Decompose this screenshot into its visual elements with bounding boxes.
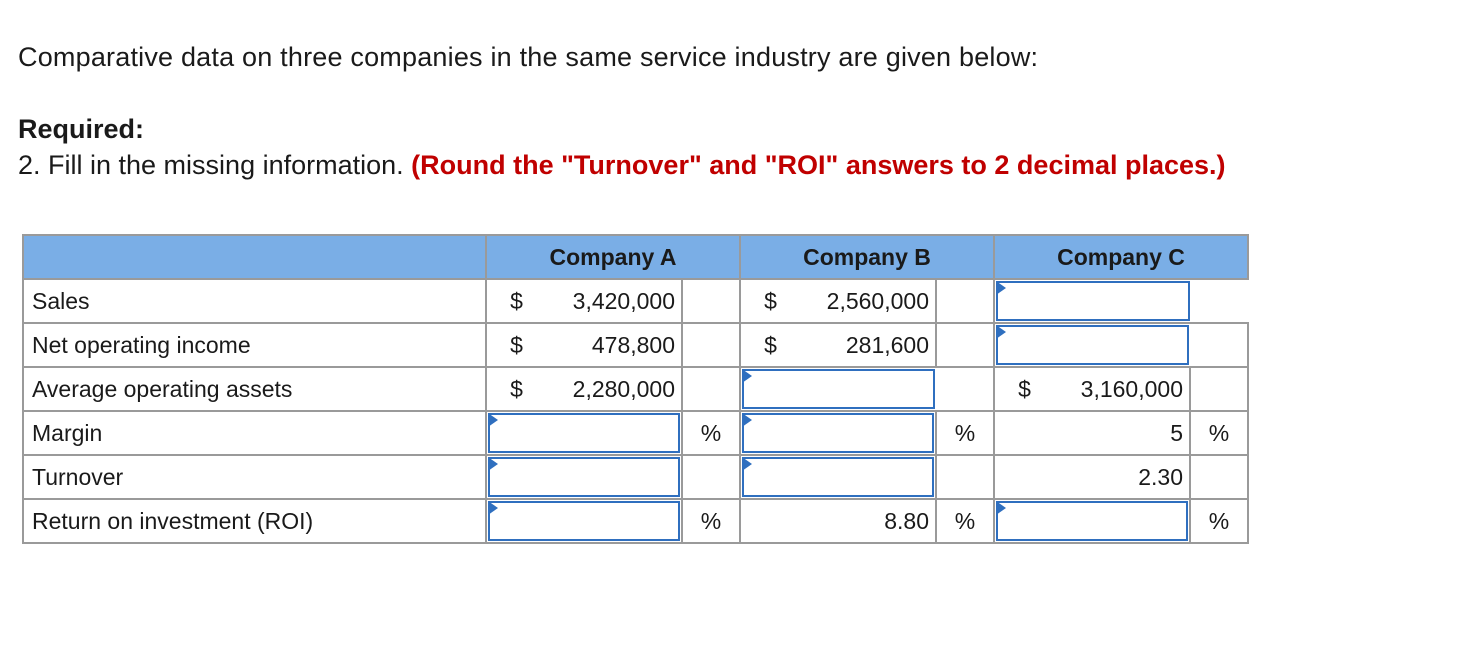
intro-text: Comparative data on three companies in the same service industry are given below:: [18, 42, 1039, 72]
row-label: Sales: [23, 279, 486, 323]
comparison-table: [22, 234, 1249, 544]
currency-sign: $: [486, 367, 546, 411]
value-cell: 2,560,000: [800, 279, 936, 323]
table-row: [23, 411, 1248, 455]
turnover-company-b-input[interactable]: [742, 457, 934, 497]
table-row: [23, 367, 1248, 411]
margin-b-cell: [740, 411, 936, 455]
sales-c-cell: [994, 279, 1248, 323]
unit-cell: %: [682, 411, 740, 455]
table-row: [23, 279, 1248, 323]
unit-cell: %: [1190, 411, 1248, 455]
required-instruction: [18, 150, 1226, 181]
turnover-company-a-input[interactable]: [488, 457, 680, 497]
header-blank: [23, 235, 486, 279]
table-row: [23, 323, 1248, 367]
answer-flag-icon: [488, 413, 498, 427]
roi-company-c-input[interactable]: [996, 501, 1188, 541]
table-row: [23, 455, 1248, 499]
turnover-a-cell: [486, 455, 682, 499]
unit-cell: %: [936, 411, 994, 455]
value-cell: 5: [994, 411, 1190, 455]
value-cell: 281,600: [800, 323, 936, 367]
unit-cell: [682, 367, 740, 411]
header-company-b: Company B: [740, 235, 994, 279]
value-cell: 478,800: [546, 323, 682, 367]
currency-sign: $: [740, 279, 800, 323]
unit-cell: [682, 455, 740, 499]
value-cell: 2.30: [994, 455, 1190, 499]
roi-a-cell: [486, 499, 682, 543]
unit-cell: [1190, 455, 1248, 499]
value-cell: 2,280,000: [546, 367, 682, 411]
unit-cell: %: [682, 499, 740, 543]
value-cell: 8.80: [740, 499, 936, 543]
unit-cell: [936, 279, 994, 323]
answer-flag-icon: [488, 457, 498, 471]
header-company-c: Company C: [994, 235, 1248, 279]
currency-sign: $: [486, 279, 546, 323]
required-heading: Required:: [18, 114, 145, 144]
unit-cell: [682, 279, 740, 323]
sales-company-c-input[interactable]: [996, 281, 1190, 321]
row-label: Margin: [23, 411, 486, 455]
unit-cell: [682, 323, 740, 367]
row-label: Turnover: [23, 455, 486, 499]
assets-b-cell: [740, 367, 994, 411]
row-label: Average operating assets: [23, 367, 486, 411]
header-company-a: Company A: [486, 235, 740, 279]
instruction-text: 2. Fill in the missing information.: [18, 150, 404, 180]
margin-company-a-input[interactable]: [488, 413, 680, 453]
answer-flag-icon: [742, 369, 752, 383]
unit-cell: [936, 323, 994, 367]
turnover-b-cell: [740, 455, 936, 499]
roi-c-cell: [994, 499, 1190, 543]
assets-company-b-input[interactable]: [742, 369, 935, 409]
value-cell: 3,160,000: [1054, 367, 1190, 411]
margin-a-cell: [486, 411, 682, 455]
currency-sign: $: [740, 323, 800, 367]
roi-company-a-input[interactable]: [488, 501, 680, 541]
answer-flag-icon: [742, 457, 752, 471]
currency-sign: $: [486, 323, 546, 367]
answer-flag-icon: [742, 413, 752, 427]
unit-cell: [1190, 367, 1248, 411]
row-label: Return on investment (ROI): [23, 499, 486, 543]
margin-company-b-input[interactable]: [742, 413, 934, 453]
unit-cell: %: [1190, 499, 1248, 543]
answer-flag-icon: [996, 281, 1006, 295]
noi-c-cell: [994, 323, 1248, 367]
table-row: [23, 499, 1248, 543]
currency-sign: $: [994, 367, 1054, 411]
noi-company-c-input[interactable]: [996, 325, 1189, 365]
rounding-note: (Round the "Turnover" and "ROI" answers to 2 decimal places.): [411, 150, 1226, 180]
answer-flag-icon: [996, 325, 1006, 339]
unit-cell: %: [936, 499, 994, 543]
unit-cell: [936, 455, 994, 499]
answer-flag-icon: [488, 501, 498, 515]
row-label: Net operating income: [23, 323, 486, 367]
answer-flag-icon: [996, 501, 1006, 515]
header-row: [23, 235, 1248, 279]
value-cell: 3,420,000: [546, 279, 682, 323]
